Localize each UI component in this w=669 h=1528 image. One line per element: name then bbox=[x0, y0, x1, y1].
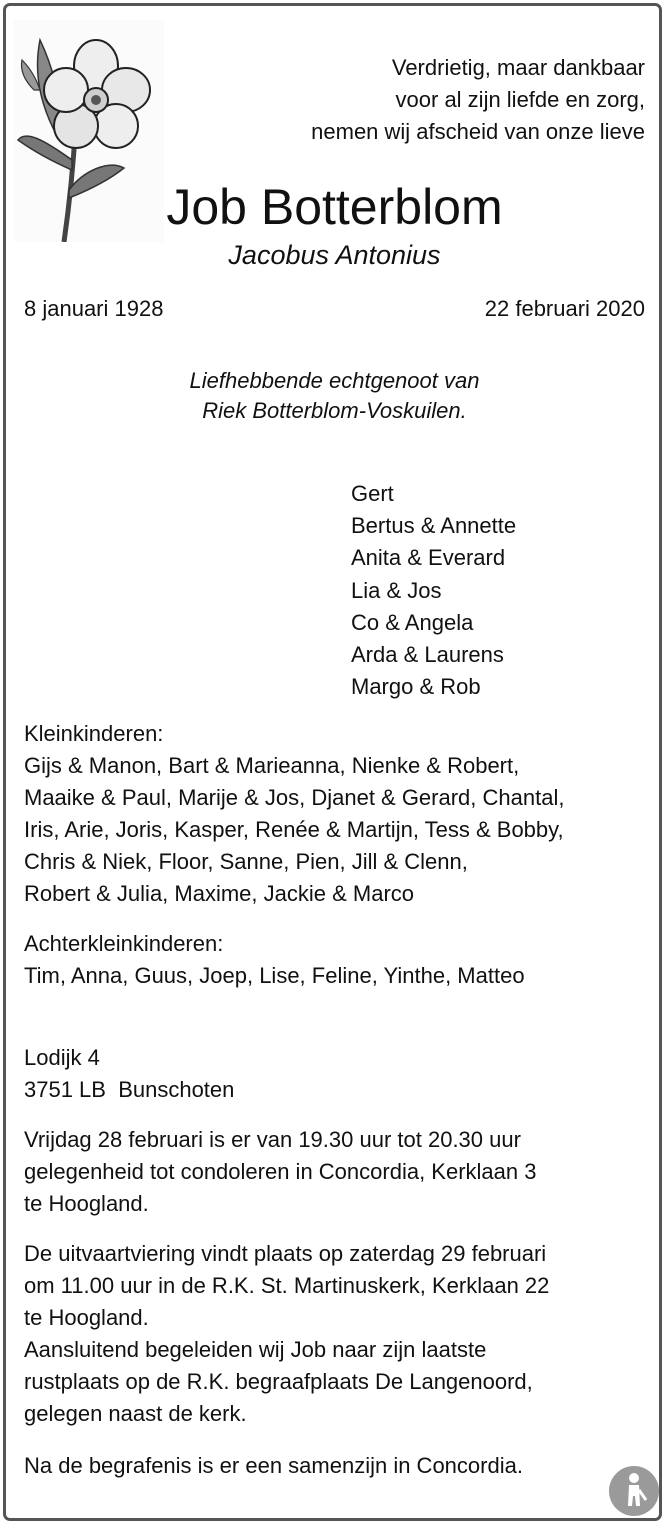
spouse-line: Riek Botterblom-Voskuilen. bbox=[202, 398, 467, 423]
intro-text bbox=[311, 52, 645, 148]
funeral-line: Aansluitend begeleiden wij Job naar zijn laatste bbox=[24, 1337, 487, 1362]
grandchildren-section bbox=[24, 718, 564, 910]
funeral-line: om 11.00 uur in de R.K. St. Martinuskerk, Kerklaan 22 bbox=[24, 1273, 550, 1298]
great-grandchildren-heading: Achterkleinkinderen: bbox=[24, 931, 224, 956]
grandchildren-line: Robert & Julia, Maxime, Jackie & Marco bbox=[24, 881, 415, 906]
child-entry: Anita & Everard bbox=[351, 545, 506, 571]
memorial-logo-icon bbox=[609, 1466, 659, 1516]
funeral-line: gelegen naast de kerk. bbox=[24, 1401, 247, 1426]
condolence-line: te Hoogland. bbox=[24, 1191, 149, 1216]
memorial-figure-icon bbox=[609, 1466, 659, 1516]
funeral-line: rustplaats op de R.K. begraafplaats De Langenoord, bbox=[24, 1369, 533, 1394]
deceased-name: Job Botterblom bbox=[166, 179, 503, 235]
condolence-line: gelegenheid tot condoleren in Concordia, Kerklaan 3 bbox=[24, 1159, 537, 1184]
child-entry: Co & Angela bbox=[351, 609, 474, 635]
intro-line: voor al zijn liefde en zorg, bbox=[395, 87, 645, 112]
funeral-line: te Hoogland. bbox=[24, 1305, 149, 1330]
given-names: Jacobus Antonius bbox=[228, 240, 441, 270]
condolence-section bbox=[24, 1124, 536, 1220]
address-section bbox=[24, 1042, 234, 1106]
intro-line: Verdrietig, maar dankbaar bbox=[391, 55, 645, 80]
spouse-text bbox=[0, 366, 669, 426]
child-entry: Gert bbox=[351, 481, 394, 506]
spouse-line: Liefhebbende echtgenoot van bbox=[189, 368, 480, 393]
great-grandchildren-line: Tim, Anna, Guus, Joep, Lise, Feline, Yinthe, Matteo bbox=[24, 963, 525, 988]
funeral-line: De uitvaartviering vindt plaats op zaterdag 29 februari bbox=[24, 1241, 547, 1266]
child-entry: Arda & Laurens bbox=[351, 642, 504, 668]
condolence-line: Vrijdag 28 februari is er van 19.30 uur tot 20.30 uur bbox=[24, 1127, 521, 1152]
address-line: 3751 LB Bunschoten bbox=[24, 1077, 235, 1102]
child-entry: Bertus & Annette bbox=[351, 513, 517, 539]
grandchildren-line: Maaike & Paul, Marije & Jos, Djanet & Gerard, Chantal, bbox=[24, 785, 565, 810]
grandchildren-line: Iris, Arie, Joris, Kasper, Renée & Martijn, Tess & Bobby, bbox=[24, 817, 564, 842]
child-entry: Lia & Jos bbox=[351, 577, 442, 603]
closing-text: Na de begrafenis is er een samenzijn in Concordia. bbox=[24, 1453, 523, 1478]
birth-date: 8 januari 1928 bbox=[24, 296, 164, 321]
grandchildren-line: Chris & Niek, Floor, Sanne, Pien, Jill & Clenn, bbox=[24, 849, 468, 874]
death-date: 22 februari 2020 bbox=[484, 296, 645, 321]
funeral-section bbox=[24, 1238, 549, 1430]
address-line: Lodijk 4 bbox=[24, 1045, 100, 1070]
children-list bbox=[351, 478, 516, 703]
child-entry: Margo & Rob bbox=[351, 674, 481, 700]
grandchildren-heading: Kleinkinderen: bbox=[24, 721, 164, 746]
intro-line: nemen wij afscheid van onze lieve bbox=[311, 119, 645, 144]
grandchildren-line: Gijs & Manon, Bart & Marieanna, Nienke & Robert, bbox=[24, 753, 520, 778]
great-grandchildren-section bbox=[24, 928, 525, 992]
